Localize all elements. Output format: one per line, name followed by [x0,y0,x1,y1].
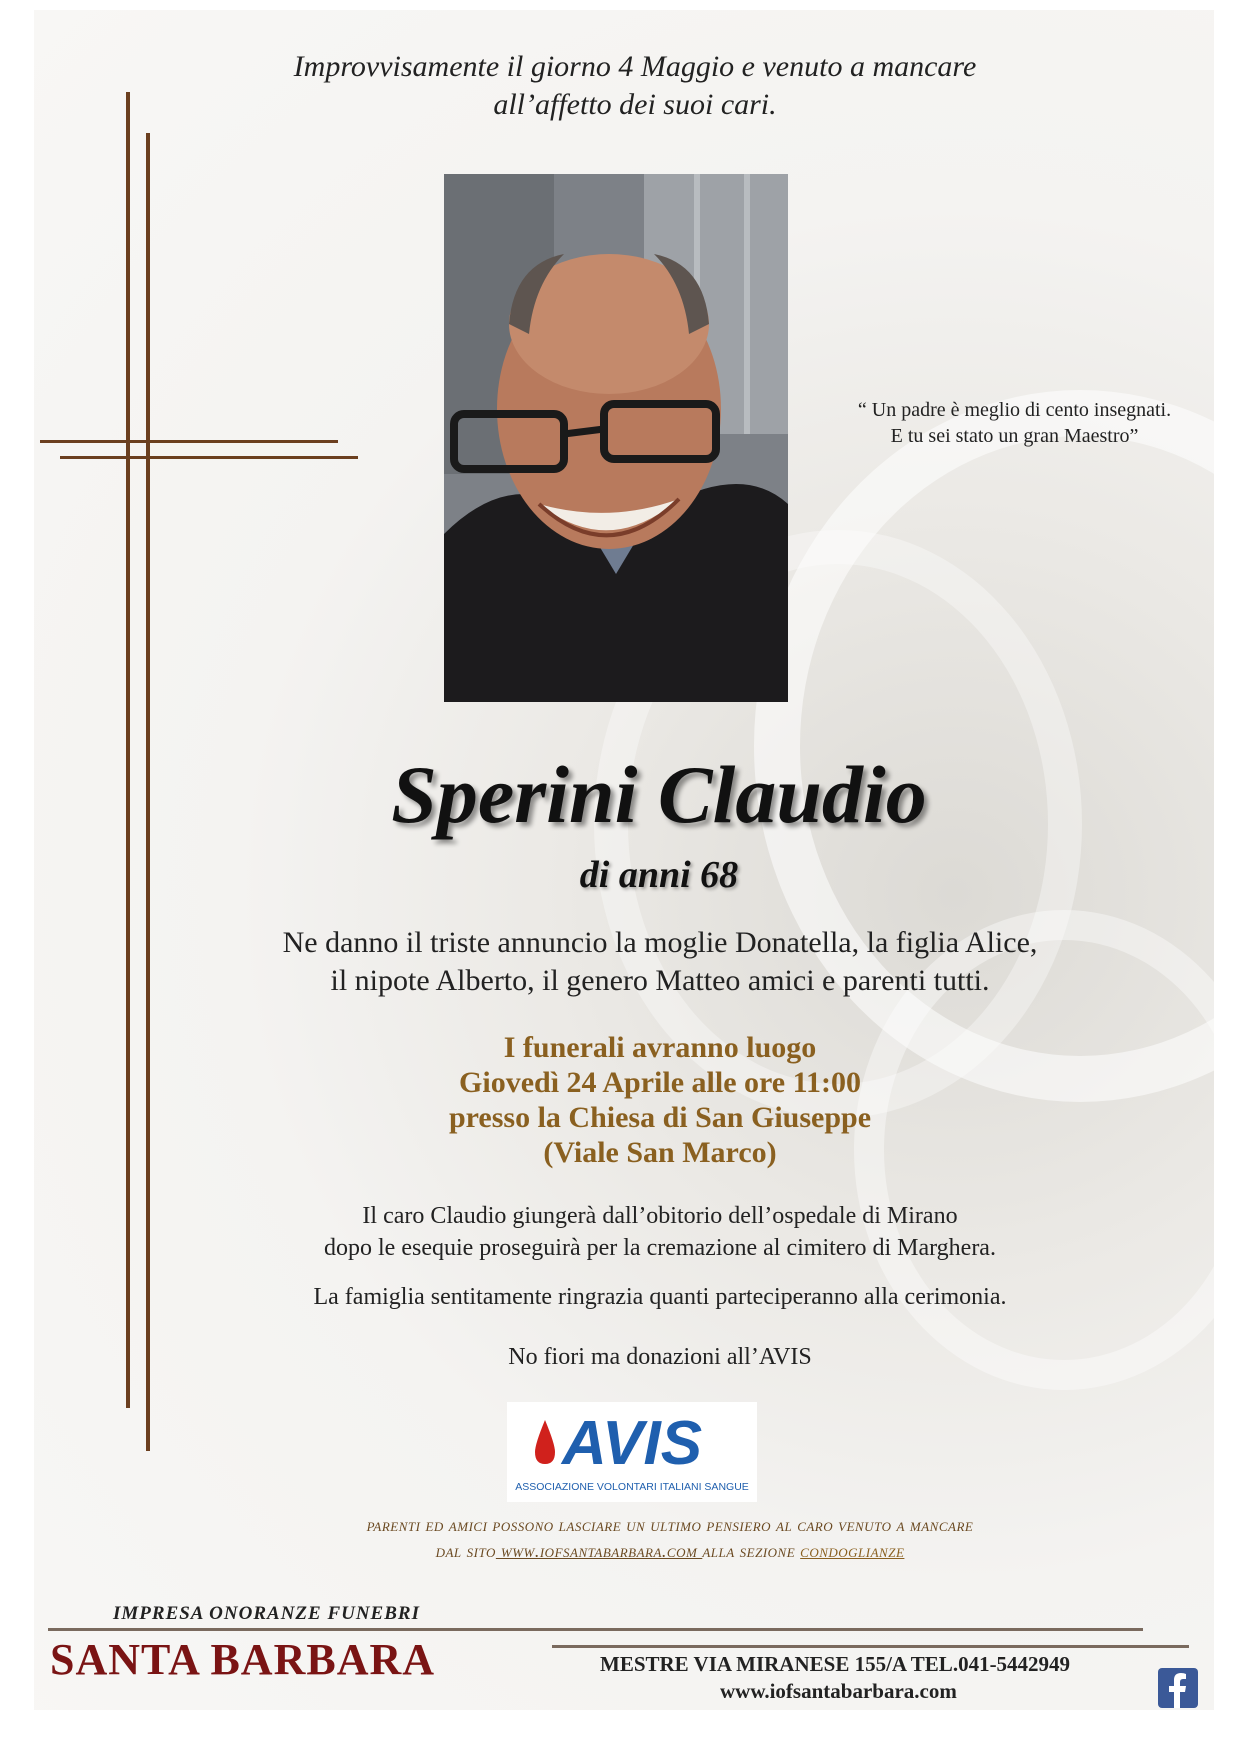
arrival-line: dopo le esequie proseguirà per la cremazione al cimitero di Marghera. [324,1235,996,1261]
facebook-icon[interactable] [1158,1668,1198,1708]
site-link[interactable]: www.iofsantabarbara.com [495,1541,703,1561]
quote-line: E tu sei stato un gran Maestro” [890,425,1139,447]
funeral-details [320,1030,1000,1170]
divider [552,1645,1189,1648]
avis-logo [507,1402,757,1502]
funeral-line: I funerali avranno luogo [503,1031,817,1064]
condolences-link[interactable]: condoglianze [800,1541,905,1561]
agency-subtitle: IMPRESA ONORANZE FUNEBRI [113,1603,420,1624]
funeral-line: Giovedì 24 Aprile alle ore 11:00 [459,1066,861,1099]
arrival-info [200,1200,1120,1264]
online-condolences [200,1512,1140,1564]
avis-logo-graphic [507,1402,757,1502]
avis-wordmark: AVIS [561,1409,703,1478]
portrait-illustration [444,174,788,702]
agency-address: MESTRE VIA MIRANESE 155/A TEL.041-5442949 [600,1652,1071,1676]
thanks-text: La famiglia sentitamente ringrazia quanti parteciperanno alla cerimonia. [313,1284,1007,1310]
avis-tagline: ASSOCIAZIONE VOLONTARI ITALIANI SANGUE [515,1481,749,1493]
donations-text: No fiori ma donazioni all’AVIS [508,1344,812,1370]
quote-line: “ Un padre è meglio di cento insegnati. [857,399,1172,421]
funeral-line: presso la Chiesa di San Giuseppe [448,1101,872,1134]
divider [48,1628,1143,1631]
arrival-line: Il caro Claudio giungerà dall’obitorio dell’ospedale di Mirano [362,1203,958,1229]
agency-name: SANTA BARBARA [50,1635,436,1684]
deceased-name: Sperini Claudio [391,749,927,840]
intro-line: Improvvisamente il giorno 4 Maggio e venuto a mancare [293,50,977,83]
deceased-age: di anni 68 [579,854,739,896]
intro-line: all’affetto dei suoi cari. [493,88,777,121]
intro-text [230,48,1040,124]
portrait-photo [444,174,788,702]
announcement-line: il nipote Alberto, il genero Matteo amici e parenti tutti. [330,964,990,997]
announcement [200,924,1120,1000]
online-prefix: dal sito [435,1541,496,1561]
quote-text [822,397,1207,449]
online-line: parenti ed amici possono lasciare un ultimo pensiero al caro venuto a mancare [366,1515,974,1535]
online-middle: alla sezione [702,1541,801,1561]
funeral-line: (Viale San Marco) [543,1136,777,1169]
agency-website[interactable]: www.iofsantabarbara.com [720,1679,957,1703]
announcement-line: Ne danno il triste annuncio la moglie Donatella, la figlia Alice, [282,926,1038,959]
online-line [200,1538,1140,1564]
